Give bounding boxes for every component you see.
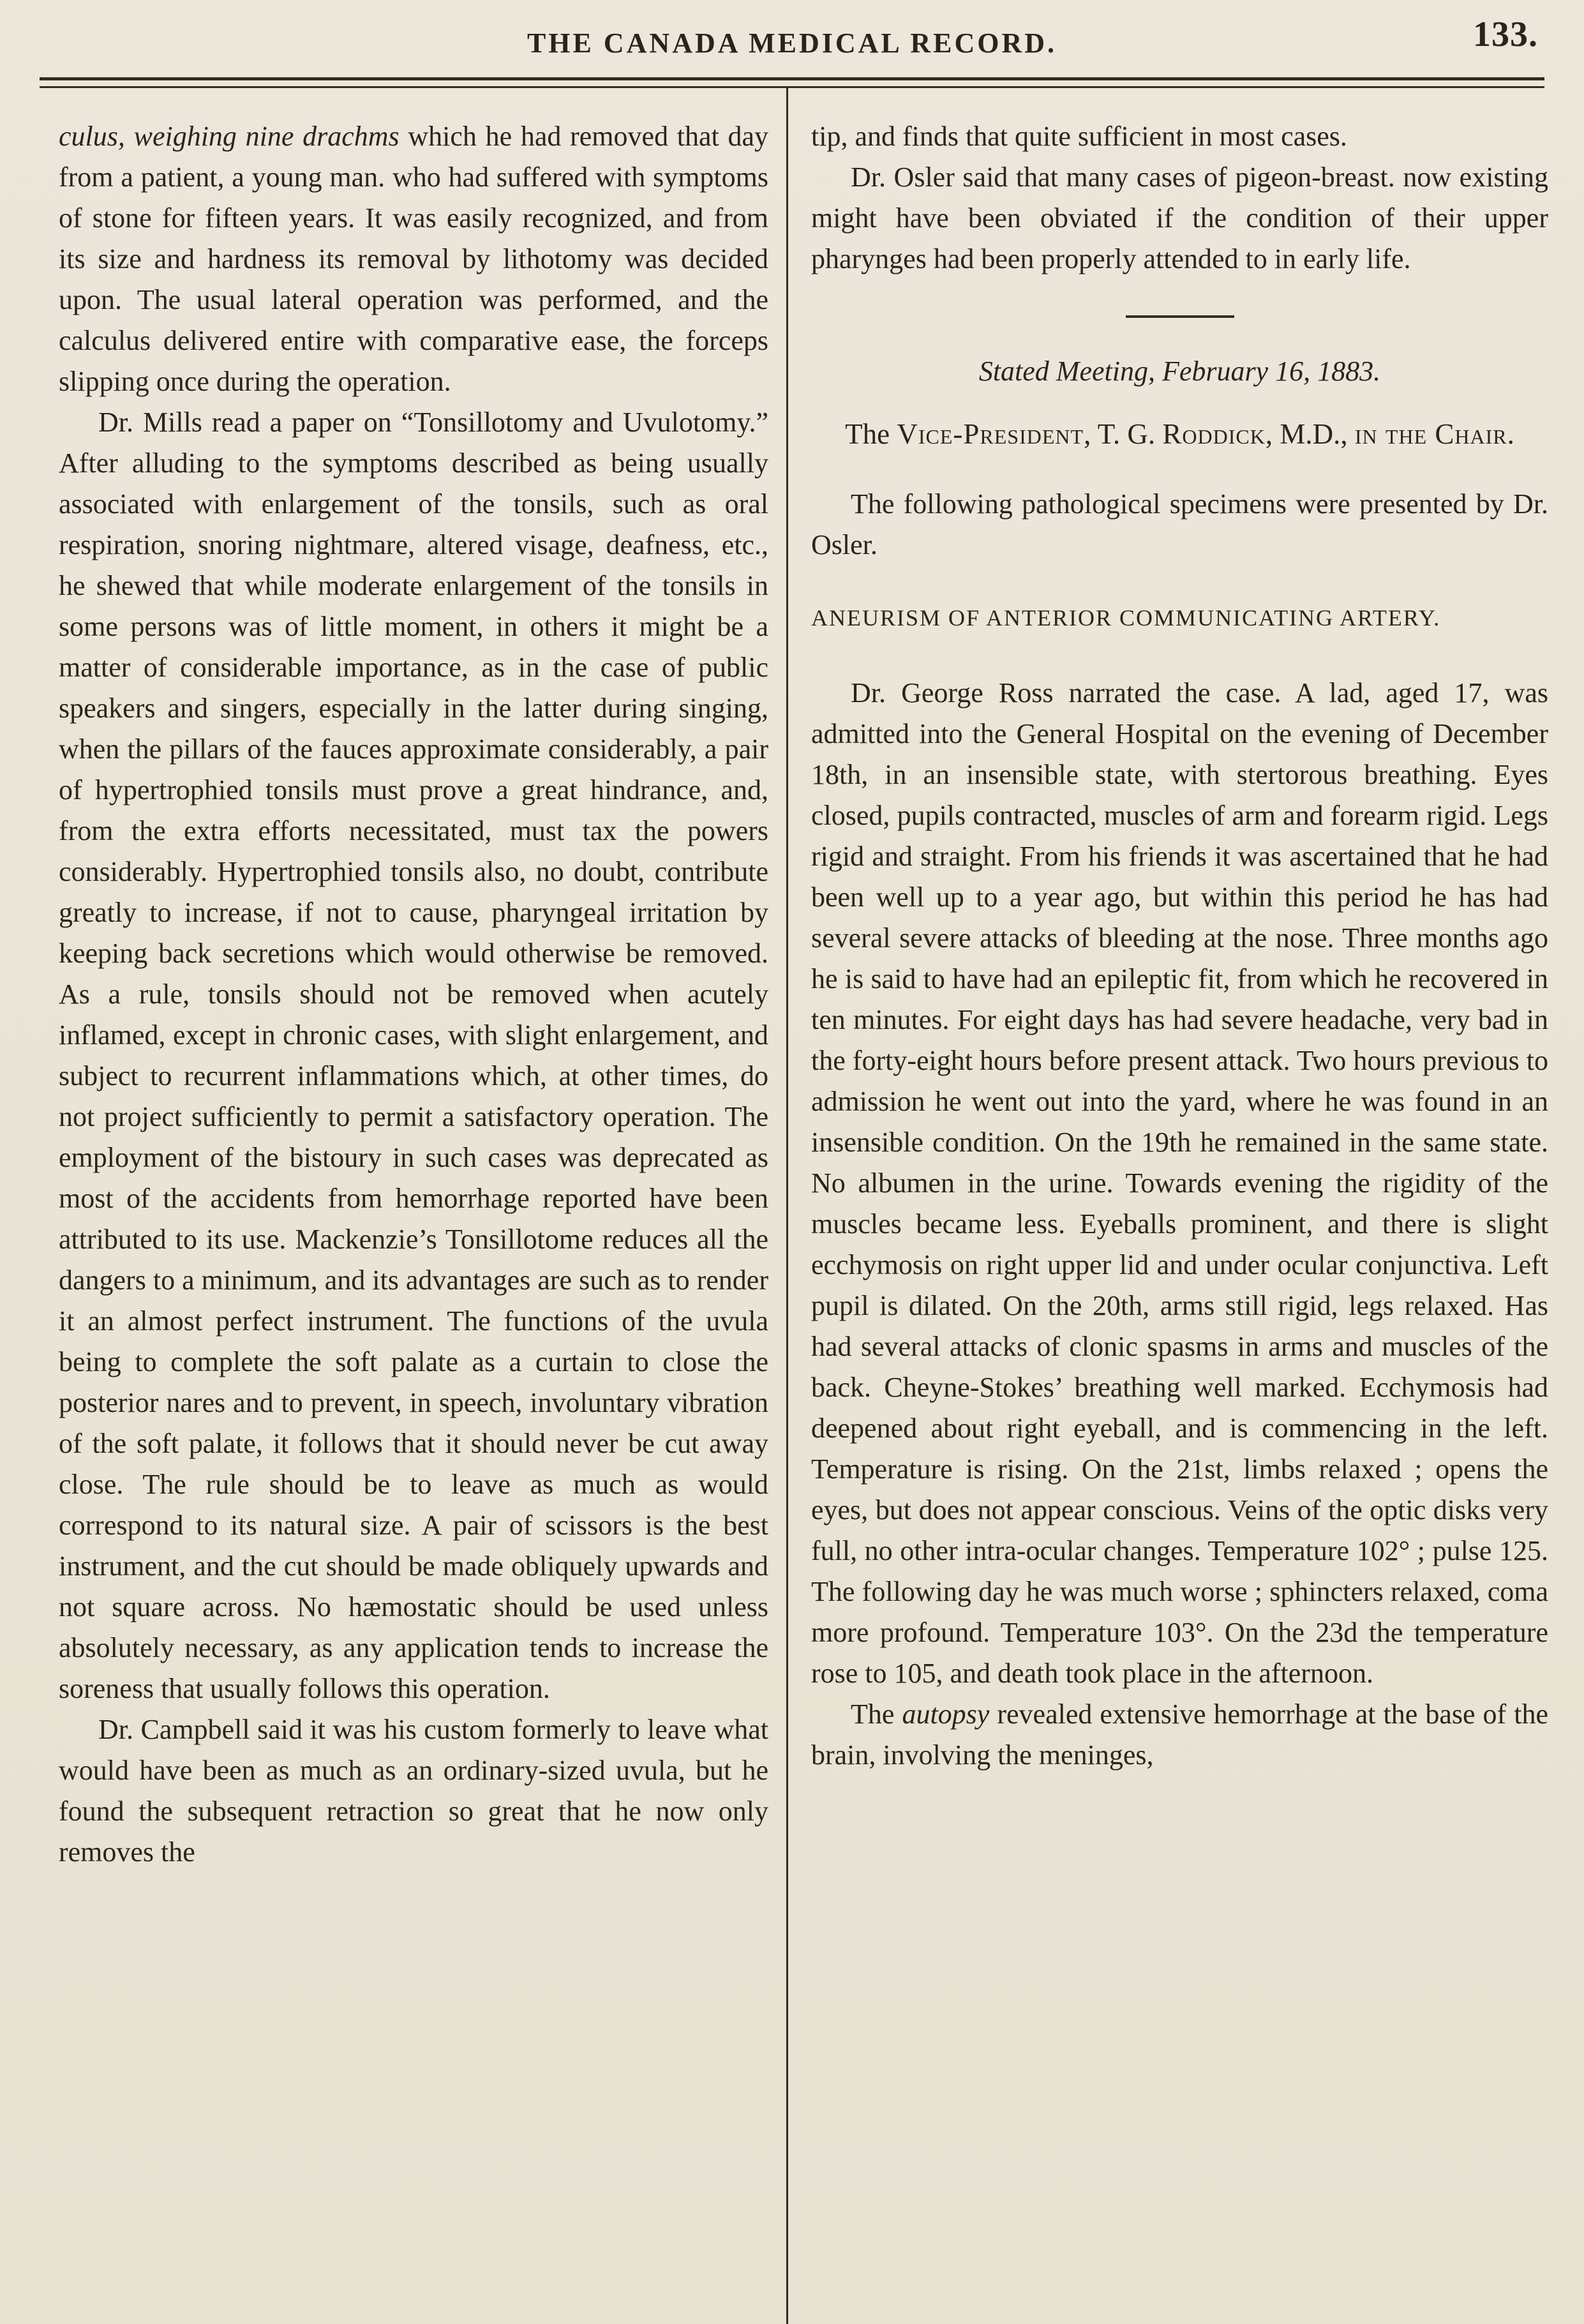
text-segment: , T. G. — [1084, 418, 1163, 450]
mills-tonsillotomy-paragraph — [59, 402, 768, 1709]
text-segment: The following pathological specimens were presented by Dr. Osler. — [811, 488, 1548, 560]
aneurism-heading — [811, 597, 1548, 638]
header-rule — [40, 77, 1544, 88]
text-segment: Dr. George Ross narrated the case. A lad, aged 17, was admitted into the General Hospital on the evening of December 18th, in an insensible state, with stertorous breathing. Eyes closed, pupils contracted, muscles of arm and forearm rigid. Legs rigid and straight. From his friends it was ascertained that he had been well up to a year ago, but within this period he has had several severe attacks of bleeding at the nose. Three months ago he is said to have had an epileptic fit, from which he recovered in ten minutes. For eight days has had severe headache, very bad in the forty-eight hours before present attack. Two hours previous to admission he went out into the yard, where he was found in an insensible condition. On the 19th he remained in the same state. No albumen in the urine. Towards evening the rigidity of the muscles became less. Eyeballs prominent, and there is slight ecchymosis on right upper lid and under ocular conjunctiva. Left pupil is dilated. On the 20th, arms still rigid, legs relaxed. Has had several attacks of clonic spasms in arms and muscles of the back. Cheyne-Stokes’ breathing well marked. Ecchymosis had deepened about right eyeball, and is commencing in the left. Temperature is rising. On the 21st, limbs relaxed ; opens the eyes, but does not appear conscious. Veins of the optic disks very full, no other intra-ocular changes. Temperature 102° ; pulse 125. The following day he was much worse ; sphincters relaxed, coma more profound. Temperature 103°. On the 23d the temperature rose to 105, and death took place in the afternoon. — [811, 677, 1548, 1689]
text-segment: in the Chair — [1354, 418, 1507, 450]
column-divider — [786, 88, 788, 2324]
stated-meeting-title — [811, 351, 1548, 392]
text-segment: culus, weighing nine drachms — [59, 121, 400, 152]
campbell-paragraph — [59, 1709, 768, 1873]
columns — [0, 88, 1584, 2324]
ross-case-paragraph — [811, 673, 1548, 1694]
text-segment: revealed extensive hemorrhage at the base of the brain, involving the meninges, — [811, 1698, 1548, 1771]
text-segment: , M.D., — [1265, 418, 1355, 450]
section-divider-rule — [1126, 315, 1234, 318]
page-number: 133. — [1473, 15, 1538, 54]
osler-pigeon-breast-paragraph — [811, 157, 1548, 280]
right-column — [811, 88, 1548, 2324]
left-column — [59, 88, 768, 2324]
text-segment: Dr. Campbell said it was his custom formerly to leave what would have been as much as an ordinary-sized uvula, but he found the subsequent retraction so great that he now only removes the — [59, 1714, 768, 1868]
text-segment: Roddick — [1162, 418, 1266, 450]
specimens-paragraph — [811, 484, 1548, 566]
page-header — [0, 0, 1584, 59]
tip-continued-paragraph — [811, 116, 1548, 157]
autopsy-paragraph — [811, 1694, 1548, 1776]
text-segment: autopsy — [902, 1698, 990, 1730]
text-segment: . — [1507, 418, 1514, 450]
text-segment: Stated Meeting, February 16, 1883. — [978, 356, 1381, 387]
chair-line — [811, 414, 1548, 454]
text-segment: Dr. Mills read a paper on “Tonsillotomy and Uvulotomy.” After alluding to the symptoms described as being usually associated with enlargement of the tonsils, such as oral respiration, snoring nightmare, altered visage, deafness, etc., he shewed that while moderate enlargement of the tonsils in some persons was of little moment, in others it might be a matter of considerable importance, as in the case of public speakers and singers, especially in the latter during singing, when the pillars of the fauces approximate considerably, a pair of hypertrophied tonsils must prove a great hindrance, and, from the extra efforts necessitated, must tax the powers considerably. Hypertrophied tonsils also, no doubt, contribute greatly to increase, if not to cause, pharyngeal irritation by keeping back secretions which would otherwise be removed. As a rule, tonsils should not be removed when acutely inflamed, except in chronic cases, with slight enlargement, and subject to recurrent inflammations which, at other times, do not project sufficiently to permit a satisfactory operation. The employment of the bistoury in such cases was deprecated as most of the accidents from hemorrhage reported have been attributed to its use. Mackenzie’s Tonsillotome reduces all the dangers to a minimum, and its advantages are such as to render it an almost perfect instrument. The functions of the uvula being to complete the soft palate as a curtain to close the posterior nares and to prevent, in speech, involuntary vibration of the soft palate, it follows that it should never be cut away close. The rule should be to leave as much as would correspond to its natural size. A pair of scissors is the best instrument, and the cut should be made obliquely upwards and not square across. No hæmostatic should be used unless absolutely necessary, as any application tends to increase the soreness that usually follows this operation. — [59, 407, 768, 1704]
text-segment: tip, and finds that quite sufficient in most cases. — [811, 121, 1347, 152]
text-segment: which he had removed that day from a patient, a young man. who had suffered with symptoms of stone for fifteen years. It was easily recognized, and from its size and hardness its removal by lithotomy was decided upon. The usual lateral operation was performed, and the calculus delivered entire with comparative ease, the forceps slipping once during the operation. — [59, 121, 768, 397]
calculus-continued-paragraph — [59, 116, 768, 402]
text-segment: The — [845, 418, 897, 450]
text-segment: Dr. Osler said that many cases of pigeon-breast. now existing might have been obviated if the condition of their upper pharynges had been properly attended to in early life. — [811, 161, 1548, 274]
text-segment: The — [851, 1698, 902, 1730]
text-segment: ANEURISM OF ANTERIOR COMMUNICATING ARTERY. — [811, 605, 1441, 631]
text-segment: Vice-President — [897, 418, 1084, 450]
journal-title: THE CANADA MEDICAL RECORD. — [527, 27, 1057, 59]
